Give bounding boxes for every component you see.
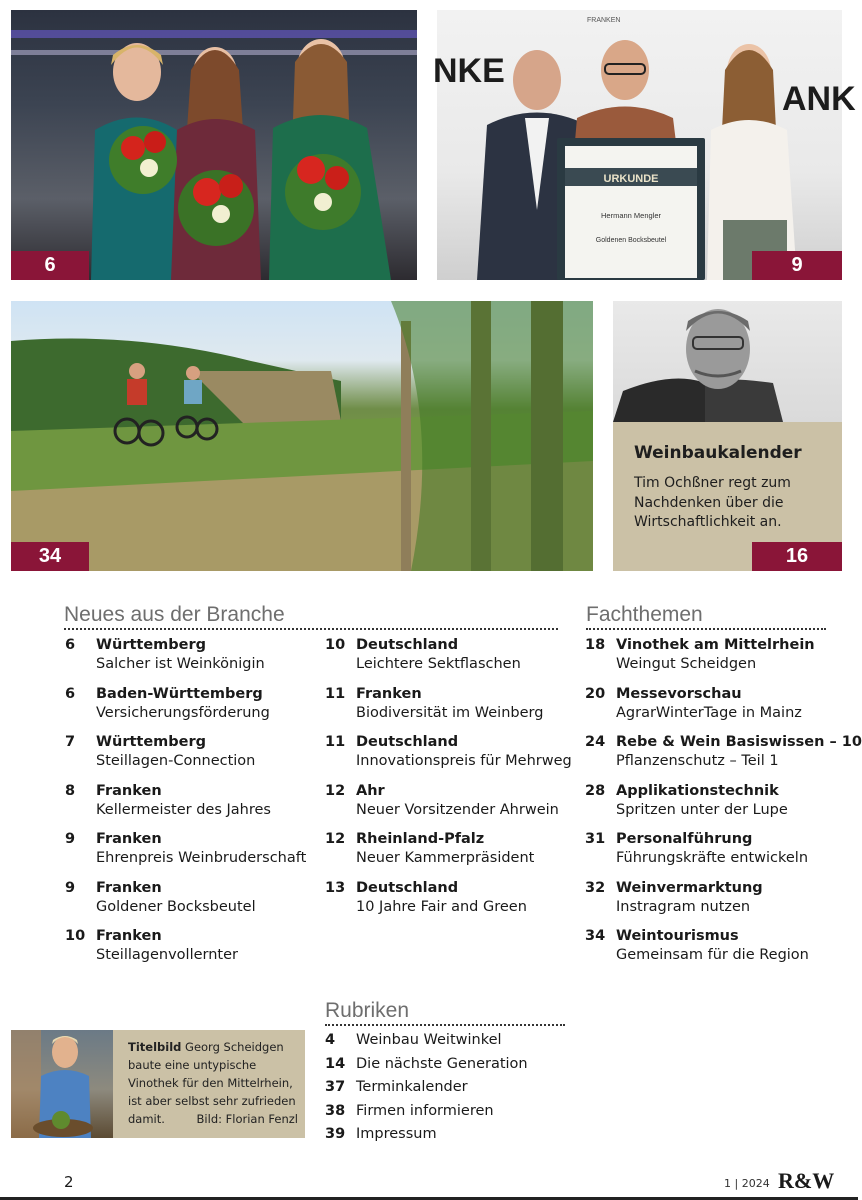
weinbaukalender-title: Weinbaukalender [634, 443, 802, 463]
page-badge[interactable]: 9 [752, 251, 842, 280]
toc-page-number: 6 [65, 685, 76, 702]
rw-logo: R&W [778, 1168, 835, 1193]
rubrik-page-number: 39 [325, 1126, 346, 1142]
toc-category: Ahr [356, 782, 385, 799]
titelbild-text: Georg Scheidgen baute eine untypische Vinothek für den Mittelrhein, ist aber selbst sehr zufrieden damit. [128, 1040, 296, 1126]
toc-subtitle: Neuer Kammerpräsident [356, 850, 535, 866]
toc-category: Weinvermarktung [616, 879, 763, 896]
rubrik-label: Die nächste Generation [356, 1055, 528, 1072]
toc-subtitle: Spritzen unter der Lupe [616, 801, 788, 818]
rubrik-label: Firmen informieren [356, 1102, 494, 1119]
titelbild-label: Titelbild [128, 1040, 182, 1054]
toc-page-number: 8 [65, 782, 76, 799]
toc-page-number: 11 [325, 685, 346, 702]
toc-page-number: 13 [325, 879, 346, 896]
section-fachthemen [586, 603, 826, 630]
toc-subtitle: Salcher ist Weinkönigin [96, 656, 265, 672]
toc-category: Deutschland [356, 879, 459, 896]
page-number: 2 [64, 1173, 74, 1191]
certificate-title: URKUNDE [603, 173, 659, 185]
rubrik-page-number: 38 [325, 1102, 346, 1119]
titelbild-caption [128, 1038, 300, 1128]
toc-subtitle: Steillagen-Connection [96, 753, 256, 769]
portrait-illustration [613, 301, 842, 422]
toc-page-number: 9 [65, 831, 76, 847]
photo-vineyard-illustration [11, 301, 593, 571]
toc-category: Personalführung [616, 831, 753, 847]
toc-category: Rebe & Wein Basiswissen – 10 [616, 734, 862, 750]
titelbild-credit: Bild: Florian Fenzl [196, 1112, 298, 1126]
page-badge[interactable]: 16 [752, 542, 842, 571]
toc-subtitle: 10 Jahre Fair and Green [356, 898, 527, 915]
toc-category: Franken [96, 879, 162, 896]
toc-page-number: 20 [585, 685, 606, 702]
toc-subtitle: Pflanzenschutz – Teil 1 [616, 753, 779, 769]
rubrik-page-number: 4 [325, 1032, 336, 1048]
page-badge[interactable]: 6 [11, 251, 89, 280]
titelbild-box [11, 1030, 305, 1138]
toc-category: Württemberg [96, 734, 207, 750]
toc-page-number: 10 [325, 637, 346, 653]
toc-page-number: 7 [65, 734, 76, 750]
section-neues [64, 603, 558, 630]
section-neues-label: Neues aus der Branche [64, 603, 285, 626]
toc-category: Franken [96, 928, 162, 944]
rubrik-label: Terminkalender [356, 1079, 468, 1095]
toc-subtitle: Leichtere Sektflaschen [356, 656, 521, 672]
toc-category: Franken [96, 782, 162, 799]
toc-subtitle: Kellermeister des Jahres [96, 801, 271, 818]
backdrop-text-right: ANK [782, 80, 856, 118]
certificate-line: Goldenen Bocksbeutel [595, 237, 667, 244]
toc-subtitle: Weingut Scheidgen [616, 656, 757, 672]
photo-award-illustration [433, 10, 856, 280]
toc-subtitle: AgrarWinterTage in Mainz [616, 704, 802, 721]
weinbaukalender-text: Tim Ochßner regt zum Nachdenken über die Wirtschaftlichkeit an. [634, 475, 791, 530]
rubrik-label: Impressum [356, 1126, 437, 1142]
toc-subtitle: Ehrenpreis Weinbruderschaft [96, 850, 307, 866]
rubrik-page-number: 37 [325, 1079, 346, 1095]
toc-page-number: 18 [585, 637, 606, 653]
section-fachthemen-label: Fachthemen [586, 603, 703, 626]
toc-subtitle: Biodiversität im Weinberg [356, 704, 544, 721]
toc-page-number: 24 [585, 734, 606, 750]
titelbild-illustration [11, 1030, 113, 1138]
rubrik-label: Weinbau Weitwinkel [356, 1032, 502, 1048]
photo-goldener-bocksbeutel [433, 10, 856, 280]
toc-page-number: 34 [585, 928, 606, 944]
rubrik-page-number: 14 [325, 1055, 346, 1072]
backdrop-text-left: NKE [433, 52, 505, 90]
toc-category: Weintourismus [616, 928, 739, 944]
toc-page-number: 9 [65, 879, 76, 896]
photo-weintourismus [11, 301, 593, 571]
toc-category: Württemberg [96, 637, 207, 653]
toc-subtitle: Innovationspreis für Mehrweg [356, 753, 572, 769]
toc-category: Applikationstechnik [616, 782, 779, 799]
toc-category: Baden-Württemberg [96, 685, 263, 702]
photo-weinkoenigin [11, 10, 417, 280]
toc-subtitle: Gemeinsam für die Region [616, 947, 809, 963]
toc-page-number: 31 [585, 831, 606, 847]
toc-page-number: 12 [325, 831, 346, 847]
certificate-name: Hermann Mengler [600, 211, 662, 220]
toc-category: Deutschland [356, 637, 459, 653]
weinbaukalender-box [613, 301, 842, 571]
toc-category: Deutschland [356, 734, 459, 750]
section-rubriken [325, 999, 565, 1026]
backdrop-logo: FRANKEN [587, 17, 621, 24]
toc-page-number: 32 [585, 879, 606, 896]
toc-subtitle: Versicherungsförderung [96, 704, 270, 721]
toc-subtitle: Instragram nutzen [616, 898, 751, 915]
titelbild-photo [11, 1030, 113, 1138]
toc-subtitle: Führungskräfte entwickeln [616, 850, 809, 866]
toc-category: Vinothek am Mittelrhein [616, 637, 815, 653]
toc-subtitle: Goldener Bocksbeutel [96, 898, 256, 915]
toc-category: Franken [356, 685, 422, 702]
toc-category: Franken [96, 831, 162, 847]
toc-subtitle: Steillagenvollernter [96, 947, 238, 963]
toc-page-number: 12 [325, 782, 346, 799]
photo-weinkoenigin-illustration [11, 10, 417, 280]
portrait-photo [613, 301, 842, 422]
page-badge[interactable]: 34 [11, 542, 89, 571]
toc-page-number: 28 [585, 782, 606, 799]
toc-category: Messevorschau [616, 685, 742, 702]
issue-number: 1 | 2024 [724, 1177, 770, 1190]
toc-subtitle: Neuer Vorsitzender Ahrwein [356, 801, 559, 818]
section-rubriken-label: Rubriken [325, 999, 410, 1022]
toc-page-number: 6 [65, 637, 76, 653]
toc-page-number: 10 [65, 928, 86, 944]
toc-category: Rheinland-Pfalz [356, 831, 485, 847]
toc-page-number: 11 [325, 734, 346, 750]
